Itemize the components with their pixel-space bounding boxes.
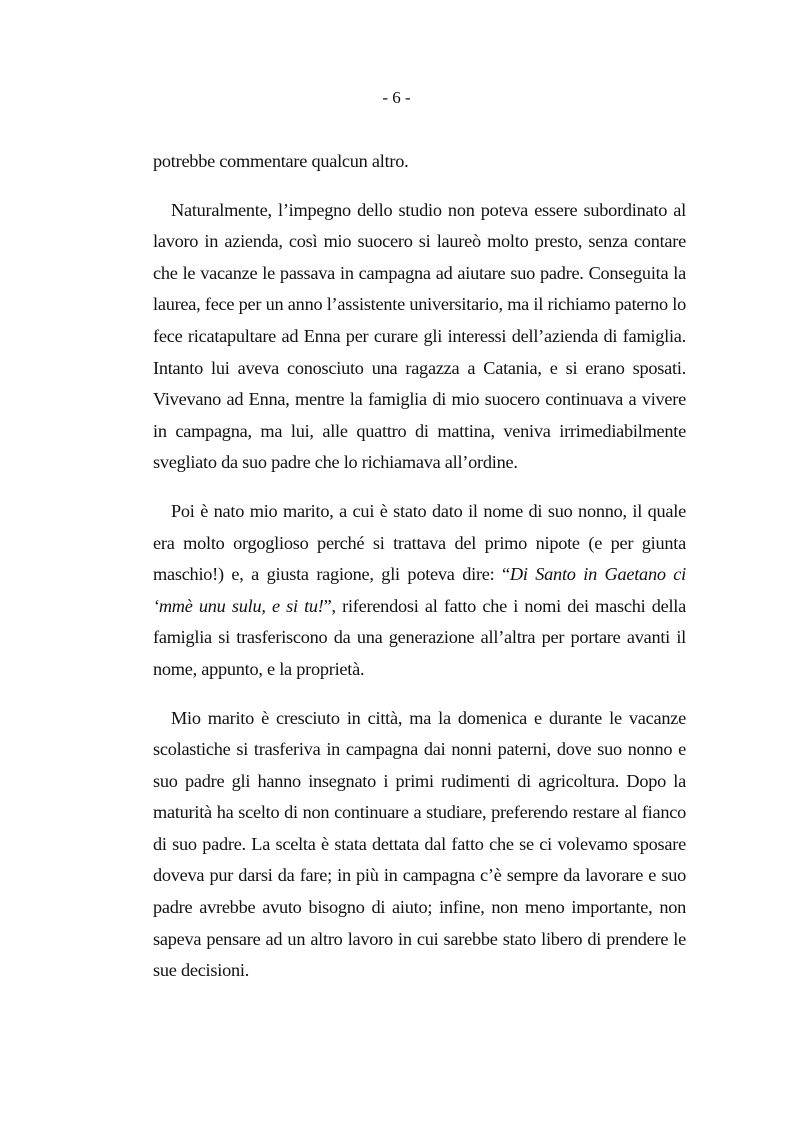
dialect-quote: Di Santo in Gaetano ci ‘mmè unu sulu, e si tu! (153, 564, 686, 616)
paragraph-husband-birth (153, 496, 686, 686)
paragraph-text-before-quote: Poi è nato mio marito, a cui è stato dato il nome di suo nonno, il quale era molto orgoglioso perché si trattava del primo nipote (e per giunta maschio!) e, a giusta ragione, gli poteva dire: “ (153, 500, 686, 585)
paragraph-text-after-quote: ”, riferendosi al fatto che i nomi dei maschi della famiglia si trasferiscono da una generazione all’altra per portare avanti il nome, appunto, e la proprietà. (153, 595, 686, 679)
paragraph-continuation: potrebbe commentare qualcun altro. (153, 151, 409, 171)
paragraph-husband-growth: Mio marito è cresciuto in città, ma la domenica e durante le vacanze scolastiche si trasferiva in campagna dai nonni paterni, dove suo nonno e suo padre gli hanno insegnato i primi rudimenti di agricoltura. Dopo la maturità ha scelto di non continuare a studiare, preferendo restare al fianco di suo padre. La scelta è stata dettata dal fatto che se ci volevamo sposare doveva pur darsi da fare; in più in campagna c’è sempre da lavorare e suo padre avrebbe avuto bisogno di aiuto; infine, non meno importante, non sapeva pensare ad un altro lavoro in cui sarebbe stato libero di prendere le sue decisioni. (153, 707, 686, 981)
paragraph-studies: Naturalmente, l’impegno dello studio non poteva essere subordinato al lavoro in azienda, così mio suocero si laureò molto presto, senza contare che le vacanze le passava in campagna ad aiutare suo padre. Conseguita la laurea, fece per un anno l’assistente universitario, ma il richiamo paterno lo fece ricatapultare ad Enna per curare gli interessi dell’azienda di famiglia. Intanto lui aveva conosciuto una ragazza a Catania, e si erano sposati. Vivevano ad Enna, mentre la famiglia di mio suocero continuava a vivere in campagna, ma lui, alle quattro di mattina, veniva irrimediabilmente svegliato da suo padre che lo richiamava all’ordine. (153, 199, 686, 473)
page-number: - 6 - (382, 88, 411, 107)
body-text (153, 146, 686, 1004)
